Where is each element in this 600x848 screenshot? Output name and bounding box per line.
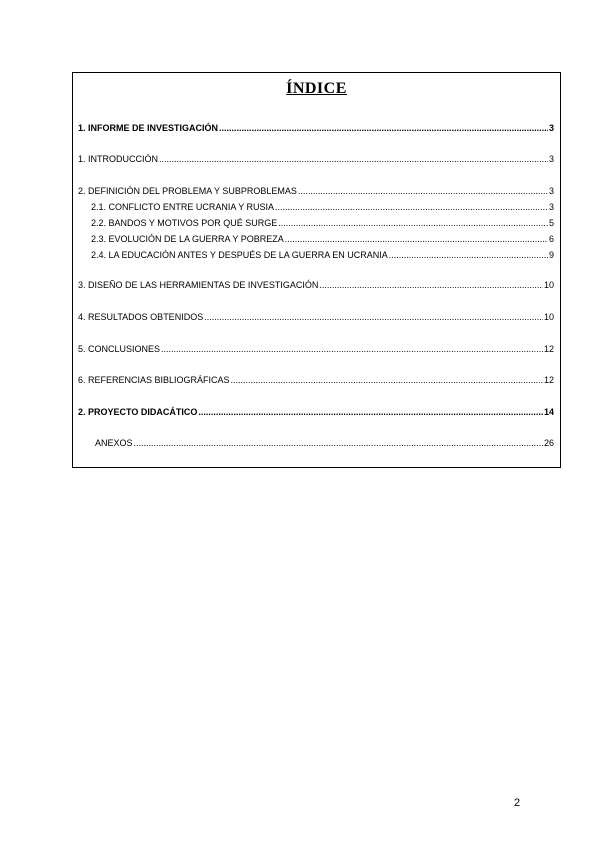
toc-leader-dots <box>134 438 543 449</box>
toc-entry-page: 12 <box>543 375 554 385</box>
toc-leader-dots <box>198 407 543 418</box>
toc-leader-dots <box>285 234 548 245</box>
toc-entry-label: 1. INFORME DE INVESTIGACIÓN <box>78 123 219 133</box>
toc-leader-dots <box>161 344 543 355</box>
toc-entry-label: 2.2. BANDOS Y MOTIVOS POR QUÉ SURGE <box>91 218 278 228</box>
toc-title: ÍNDICE <box>286 80 347 97</box>
toc-entry-page: 26 <box>543 438 554 448</box>
toc-entry-page: 10 <box>543 312 554 322</box>
toc-entry-label: ANEXOS <box>95 438 133 448</box>
toc-leader-dots <box>389 250 548 261</box>
toc-leader-dots <box>319 280 543 291</box>
toc-entry-anexos[interactable] <box>95 438 554 449</box>
toc-entry-conclusiones[interactable] <box>78 344 554 355</box>
toc-entry-label: 2.4. LA EDUCACIÓN ANTES Y DESPUÉS DE LA GUERRA EN UCRANIA <box>91 250 388 260</box>
toc-leader-dots <box>231 375 543 386</box>
page-number: 2 <box>514 797 521 809</box>
toc-entry-conflicto[interactable] <box>91 202 554 213</box>
toc-entry-label: 3. DISEÑO DE LAS HERRAMIENTAS DE INVESTIGACIÓN <box>78 280 319 290</box>
toc-entry-label: 4. RESULTADOS OBTENIDOS <box>78 312 204 322</box>
toc-entry-label: 2.3. EVOLUCIÓN DE LA GUERRA Y POBREZA <box>91 234 284 244</box>
toc-leader-dots <box>204 312 543 323</box>
toc-entry-referencias[interactable] <box>78 375 554 386</box>
toc-entry-label: 2. PROYECTO DIDACÁTICO <box>78 407 198 417</box>
toc-entry-page: 12 <box>543 344 554 354</box>
toc-entry-page: 10 <box>543 280 554 290</box>
toc-entry-proyecto[interactable] <box>78 407 554 418</box>
toc-entry-resultados[interactable] <box>78 312 554 323</box>
toc-entry-label: 1. INTRODUCCIÓN <box>78 154 159 164</box>
toc-entry-page: 3 <box>548 123 554 133</box>
toc-leader-dots <box>298 186 548 197</box>
toc-entry-page: 14 <box>543 407 554 417</box>
toc-entry-bandos[interactable] <box>91 218 554 229</box>
toc-entry-definicion[interactable] <box>78 186 554 197</box>
toc-entry-label: 2.1. CONFLICTO ENTRE UCRANIA Y RUSIA <box>91 202 275 212</box>
toc-leader-dots <box>159 154 548 165</box>
toc-entry-label: 2. DEFINICIÓN DEL PROBLEMA Y SUBPROBLEMAS <box>78 186 297 196</box>
toc-entry-introduccion[interactable] <box>78 154 554 165</box>
toc-entry-page: 3 <box>548 186 554 196</box>
toc-entry-label: 6. REFERENCIAS BIBLIOGRÁFICAS <box>78 375 230 385</box>
toc-entry-diseno[interactable] <box>78 280 554 291</box>
toc-entry-evolucion[interactable] <box>91 234 554 245</box>
toc-leader-dots <box>278 218 548 229</box>
toc-entry-label: 5. CONCLUSIONES <box>78 344 161 354</box>
toc-entry-page: 3 <box>548 154 554 164</box>
toc-entry-informe[interactable] <box>78 123 554 134</box>
table-of-contents <box>72 72 561 468</box>
toc-entry-page: 9 <box>548 250 554 260</box>
toc-leader-dots <box>219 123 548 134</box>
toc-leader-dots <box>275 202 548 213</box>
toc-entry-page: 6 <box>548 234 554 244</box>
toc-entry-educacion[interactable] <box>91 250 554 261</box>
toc-entry-page: 5 <box>548 218 554 228</box>
toc-entry-page: 3 <box>548 202 554 212</box>
